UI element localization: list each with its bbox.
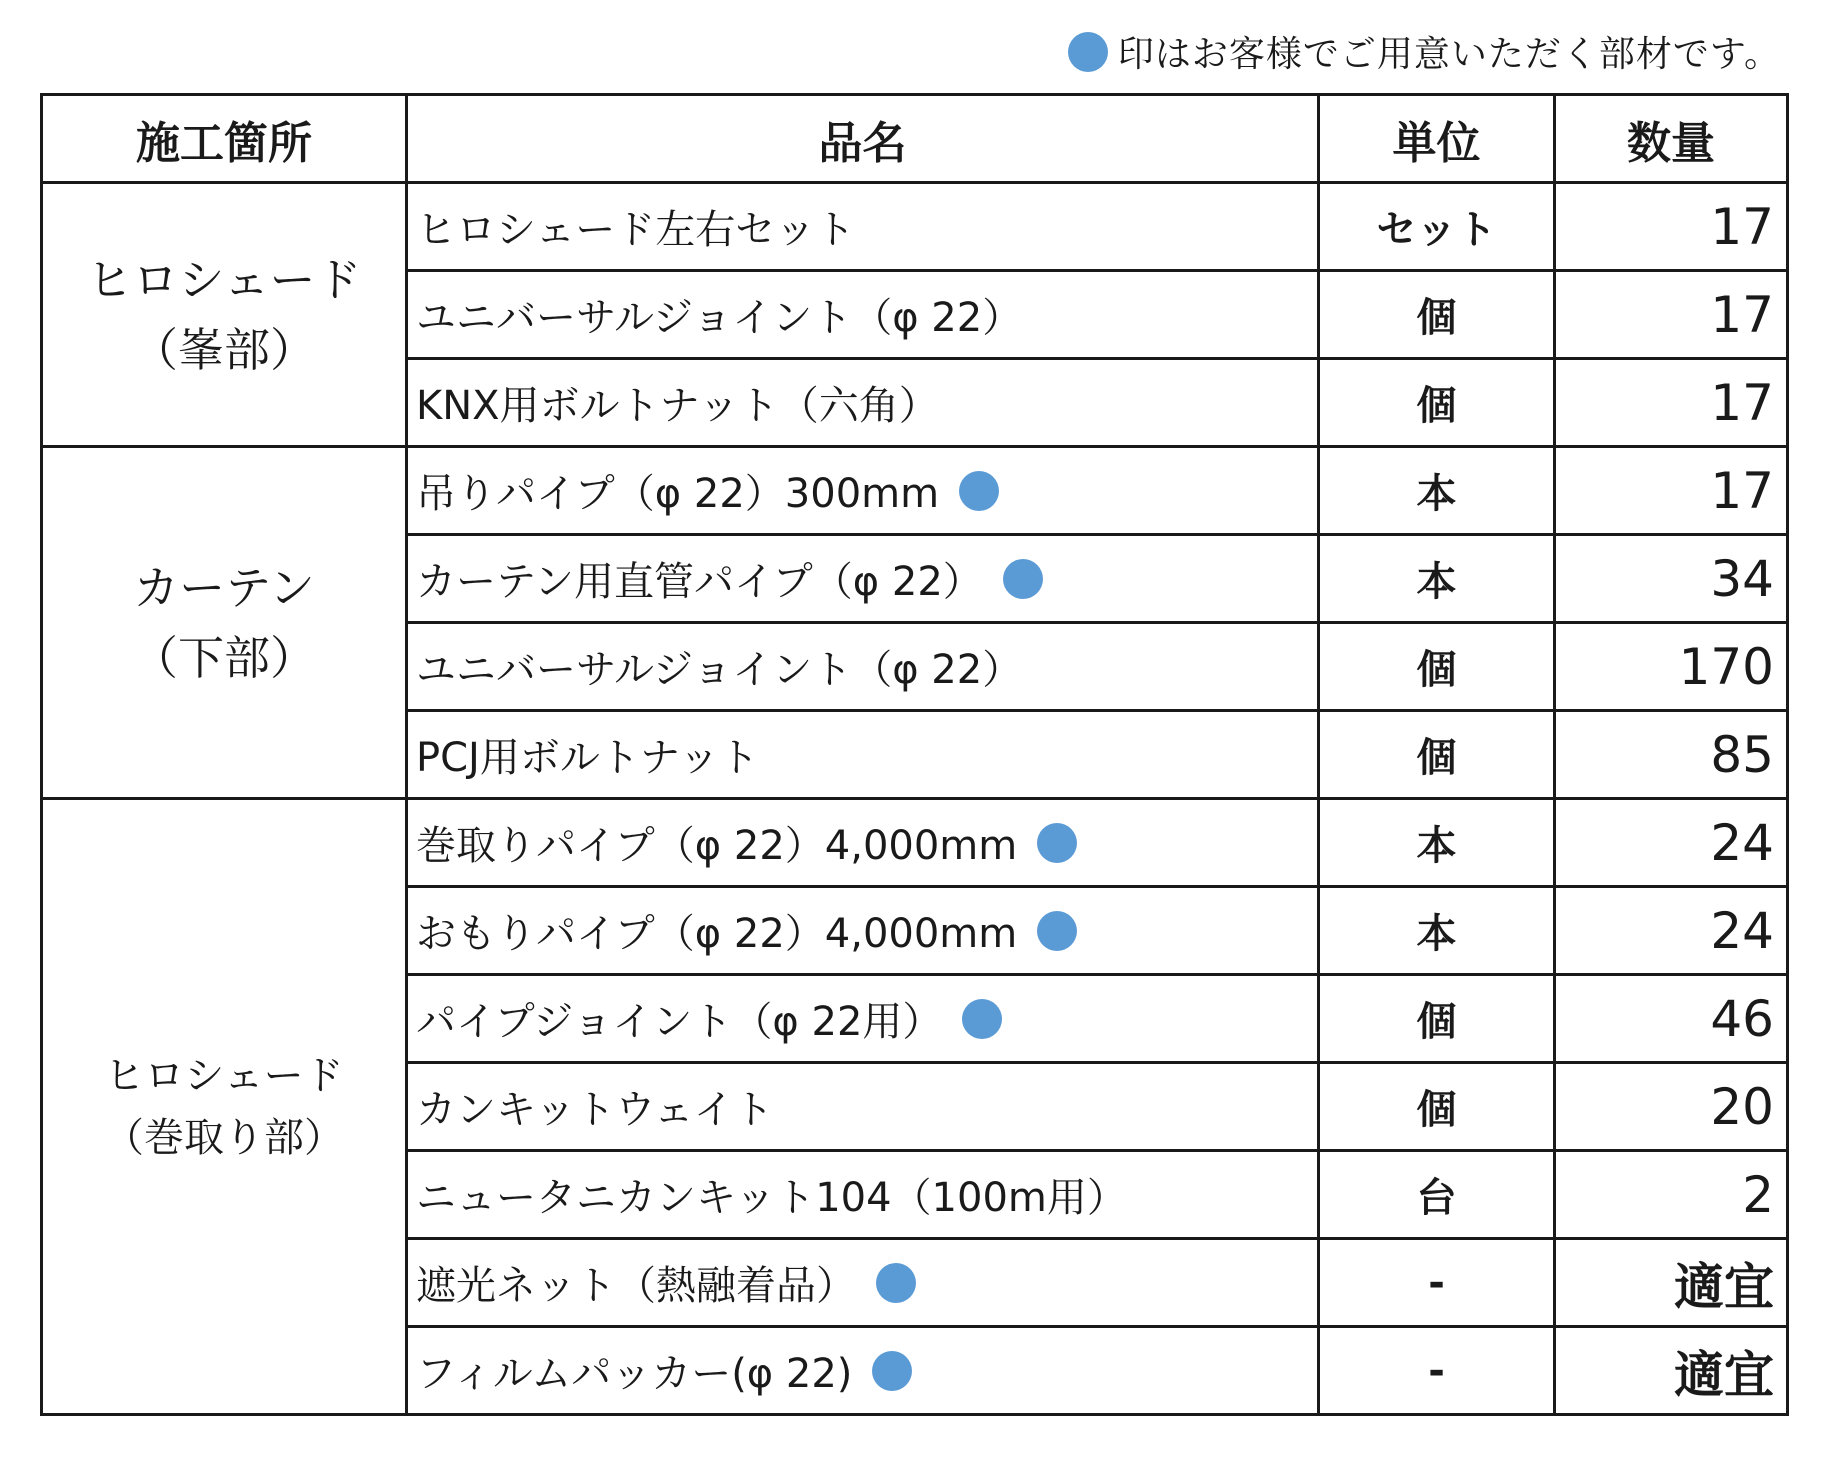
- location-cell: [42, 799, 407, 1415]
- header-qty: 数量: [1555, 95, 1788, 183]
- item-name: PCJ用ボルトナット: [416, 735, 760, 781]
- location-name: ヒロシェード: [86, 252, 362, 307]
- location-part: （巻取り部）: [104, 1114, 344, 1161]
- item-name: 遮光ネット（熱融着品）: [416, 1263, 856, 1309]
- header-unit: 単位: [1319, 95, 1555, 183]
- qty-cell: 46: [1555, 975, 1788, 1063]
- item-name: ユニバーサルジョイント（φ 22）: [416, 647, 1023, 693]
- item-cell: [407, 975, 1319, 1063]
- qty-cell: 85: [1555, 711, 1788, 799]
- qty-cell: 20: [1555, 1063, 1788, 1151]
- location-name: カーテン: [133, 560, 315, 615]
- location-part: （下部）: [132, 630, 316, 685]
- item-name: KNX用ボルトナット（六角）: [416, 383, 939, 429]
- table-body: [42, 183, 1788, 1415]
- unit-cell: 本: [1319, 799, 1555, 887]
- unit-cell: 個: [1319, 711, 1555, 799]
- item-cell: [407, 359, 1319, 447]
- unit-cell: 本: [1319, 447, 1555, 535]
- item-cell: [407, 1151, 1319, 1239]
- location-part: （峯部）: [132, 322, 316, 377]
- item-name: ユニバーサルジョイント（φ 22）: [416, 295, 1023, 341]
- legend-note: [1068, 26, 1781, 77]
- qty-cell: 17: [1555, 183, 1788, 271]
- qty-cell: 17: [1555, 447, 1788, 535]
- location-cell: [42, 447, 407, 799]
- customer-supplied-marker-icon: [1037, 823, 1077, 863]
- customer-supplied-marker-icon: [1068, 32, 1108, 72]
- unit-cell: 個: [1319, 623, 1555, 711]
- qty-cell: 適宜: [1555, 1239, 1788, 1327]
- item-cell: [407, 271, 1319, 359]
- unit-cell: 個: [1319, 975, 1555, 1063]
- unit-cell: 台: [1319, 1151, 1555, 1239]
- unit-cell: 個: [1319, 271, 1555, 359]
- item-name: パイプジョイント（φ 22用）: [416, 999, 943, 1045]
- table-header-row: [42, 95, 1788, 183]
- qty-cell: 2: [1555, 1151, 1788, 1239]
- location-name: ヒロシェード: [104, 1052, 344, 1099]
- table-row: [42, 447, 1788, 535]
- qty-cell: 24: [1555, 799, 1788, 887]
- item-name: ヒロシェード左右セット: [416, 207, 856, 253]
- unit-cell: セット: [1319, 183, 1555, 271]
- item-name: 吊りパイプ（φ 22）300mm: [416, 471, 940, 517]
- table-row: [42, 799, 1788, 887]
- qty-cell: 17: [1555, 271, 1788, 359]
- item-cell: [407, 623, 1319, 711]
- unit-cell: -: [1319, 1239, 1555, 1327]
- customer-supplied-marker-icon: [876, 1263, 916, 1303]
- customer-supplied-marker-icon: [1003, 559, 1043, 599]
- item-name: カーテン用直管パイプ（φ 22）: [416, 559, 983, 605]
- header-location: 施工箇所: [42, 95, 407, 183]
- qty-cell: 24: [1555, 887, 1788, 975]
- item-cell: [407, 447, 1319, 535]
- customer-supplied-marker-icon: [1037, 911, 1077, 951]
- item-cell: [407, 1063, 1319, 1151]
- item-cell: [407, 711, 1319, 799]
- item-name: ニュータニカンキット104（100m用）: [416, 1175, 1127, 1221]
- qty-cell: 170: [1555, 623, 1788, 711]
- unit-cell: -: [1319, 1327, 1555, 1415]
- customer-supplied-marker-icon: [872, 1351, 912, 1391]
- unit-cell: 個: [1319, 1063, 1555, 1151]
- legend-note-text: 印はお客様でご用意いただく部材です。: [1117, 34, 1781, 75]
- item-name: おもりパイプ（φ 22）4,000mm: [416, 911, 1018, 957]
- item-cell: [407, 1327, 1319, 1415]
- qty-cell: 34: [1555, 535, 1788, 623]
- item-name: カンキットウェイト: [416, 1087, 774, 1133]
- unit-cell: 個: [1319, 359, 1555, 447]
- item-cell: [407, 887, 1319, 975]
- location-cell: [42, 183, 407, 447]
- unit-cell: 本: [1319, 887, 1555, 975]
- customer-supplied-marker-icon: [962, 999, 1002, 1039]
- item-cell: [407, 183, 1319, 271]
- unit-cell: 本: [1319, 535, 1555, 623]
- customer-supplied-marker-icon: [959, 471, 999, 511]
- parts-table: [40, 93, 1789, 1416]
- item-name: フィルムパッカー(φ 22): [416, 1351, 853, 1397]
- qty-cell: 17: [1555, 359, 1788, 447]
- item-cell: [407, 1239, 1319, 1327]
- qty-cell: 適宜: [1555, 1327, 1788, 1415]
- item-name: 巻取りパイプ（φ 22）4,000mm: [416, 823, 1018, 869]
- item-cell: [407, 799, 1319, 887]
- header-item: 品名: [407, 95, 1319, 183]
- item-cell: [407, 535, 1319, 623]
- table-row: [42, 183, 1788, 271]
